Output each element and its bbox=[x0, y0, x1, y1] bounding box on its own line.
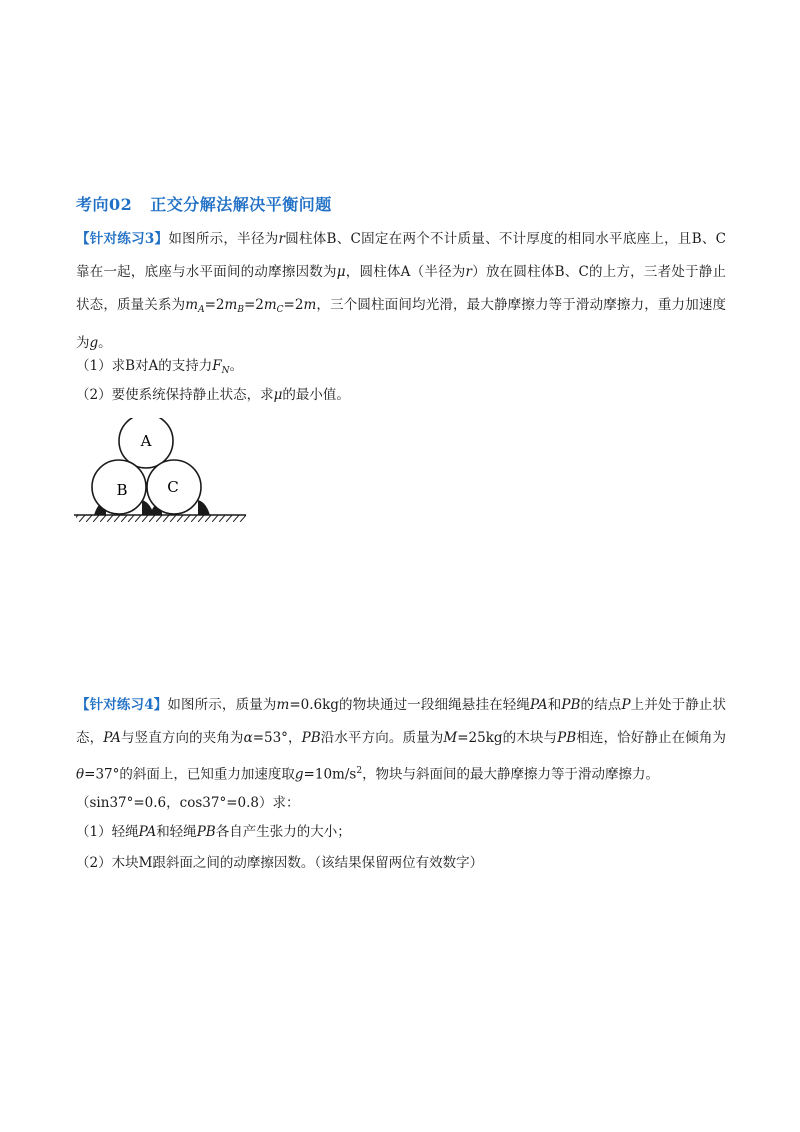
section-number: 考向02 bbox=[76, 195, 133, 214]
problem4-statement: 【针对练习4】如图所示，质量为m=0.6kg的物块通过一段细绳悬挂在轻绳PA和PB的结点P上并处于静止状态，PA与竖直方向的夹角为α=53°，PB沿水平方向。质量为M=25kg的木块与PB相连，恰好静止在倾角为θ=37°的斜面上，已知重力加速度取$g=10m/s^2$，物块与斜面间的最大静摩擦力等于滑动摩擦力。 bbox=[76, 697, 727, 783]
problem3-question-2: （2）要使系统保持静止状态，求μ的最小值。 bbox=[76, 387, 350, 403]
problem3-tag: 【针对练习3】 bbox=[76, 231, 169, 247]
label-b: B bbox=[116, 481, 128, 499]
cylinders-figure bbox=[72, 418, 252, 528]
problem4-trig-values: （sin37°=0.6，cos37°=0.8）求： bbox=[76, 795, 300, 811]
base-c-right bbox=[198, 500, 210, 515]
ground-hatch bbox=[76, 515, 246, 522]
problem4-tag: 【针对练习4】 bbox=[76, 697, 168, 713]
problem4-question-2: （2）木块M跟斜面之间的动摩擦因数。（该结果保留两位有效数字） bbox=[76, 855, 484, 871]
problem3-question-1: （1）求B对A的支持力$F_N$。 bbox=[76, 358, 244, 376]
problem3-statement: 【针对练习3】如图所示，半径为r圆柱体B、C固定在两个不计质量、不计厚度的相同水平底座上，且B、C靠在一起，底座与水平面间的动摩擦因数为μ，圆柱体A（半径为r）放在圆柱体B、C的上方，三者处于静止状态，质量关系为$m_A=2m_B=2m_C=2m$，三个圆柱面间均光滑，最大静摩擦力等于滑动摩擦力，重力加速度为g。 bbox=[76, 231, 727, 351]
problem4-question-1: （1）轻绳PA和轻绳PB各自产生张力的大小； bbox=[76, 824, 351, 840]
section-title bbox=[76, 192, 332, 215]
label-a: A bbox=[140, 432, 152, 450]
label-c: C bbox=[167, 478, 179, 496]
section-heading: 正交分解法解决平衡问题 bbox=[150, 195, 332, 214]
